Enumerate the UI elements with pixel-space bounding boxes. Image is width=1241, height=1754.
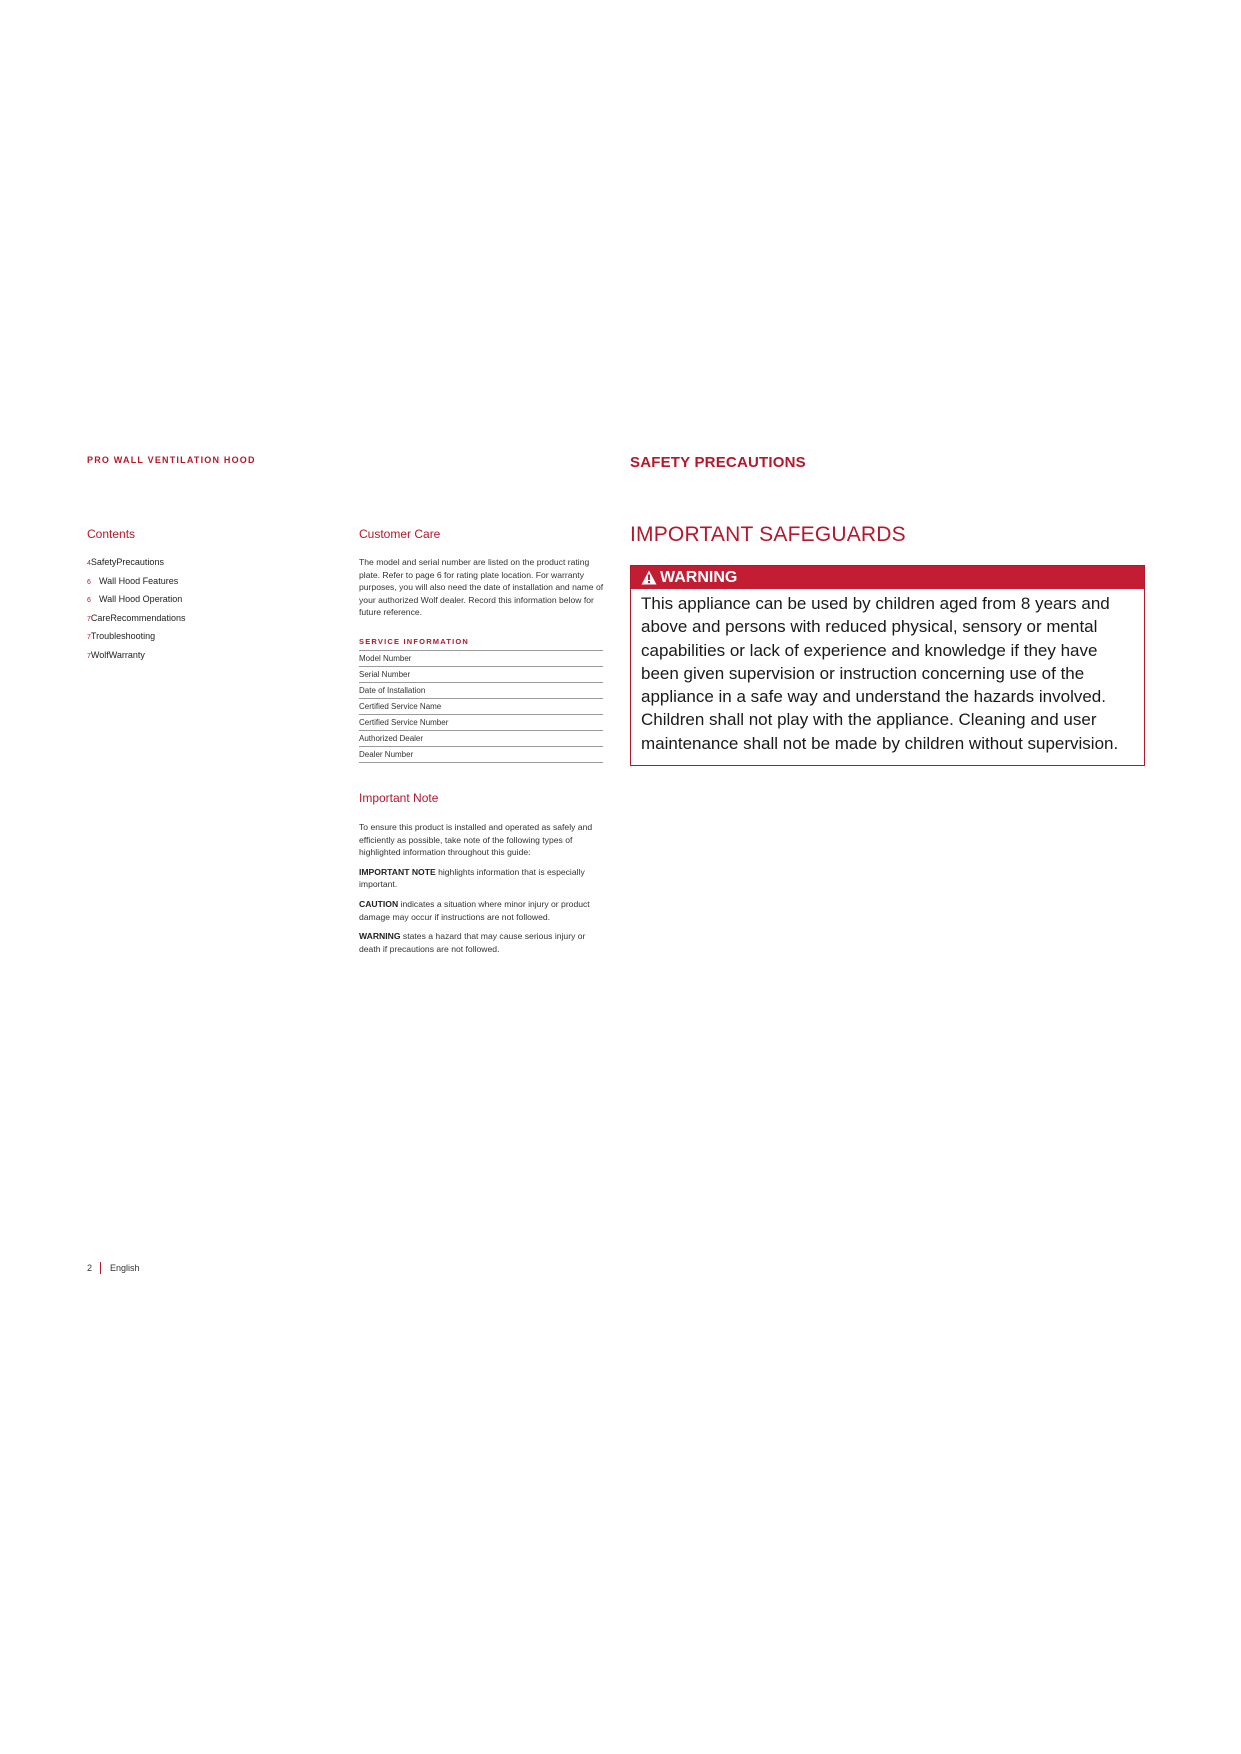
contents-item-label: Wall Hood Operation: [99, 594, 183, 604]
service-row-label: Certified Service Number: [359, 714, 603, 730]
service-information-heading: SERVICE INFORMATION: [359, 636, 470, 646]
warning-box: [630, 565, 1145, 766]
section-header-title: SAFETY PRECAUTIONS: [630, 454, 806, 471]
service-row-label: Authorized Dealer: [359, 730, 603, 746]
important-note-intro: To ensure this product is installed and operated as safely and efficiently as possible, take note of the following types of highlighted information throughout this guide:: [359, 821, 593, 858]
contents-item-label: Troubleshooting: [90, 631, 156, 641]
safeguards-column: [630, 523, 1150, 766]
table-row: [359, 650, 603, 666]
table-row: [359, 746, 603, 762]
contents-item[interactable]: [87, 649, 327, 668]
customer-care-text: The model and serial number are listed on the product rating plate. Refer to page 6 for rating plate location. For warranty purposes, you will also need the date of installation and name of your authorized Wolf dealer. Record this information below for future reference.: [359, 557, 604, 618]
note-text: highlights information that is especially important.: [359, 866, 585, 890]
table-row: [359, 682, 603, 698]
service-row-label: Dealer Number: [359, 746, 603, 762]
note-term: CAUTION: [359, 898, 399, 909]
note-text: states a hazard that may cause serious injury or death if precautions are not followed.: [359, 931, 586, 954]
note-text: indicates a situation where minor injury or product damage may occur if instructions are not followed.: [359, 898, 590, 922]
contents-page-number: 7: [87, 652, 91, 660]
note-term: IMPORTANT NOTE: [359, 866, 436, 877]
contents-item-label: SafetyPrecautions: [90, 557, 164, 567]
contents-page-number: 6: [87, 597, 91, 604]
page-footer: [87, 1262, 140, 1274]
warning-label: WARNING: [660, 569, 738, 586]
safeguards-title: IMPORTANT SAFEGUARDS: [630, 523, 906, 546]
table-row: [359, 666, 603, 682]
caution-note-item: [359, 898, 609, 923]
service-row-label: Serial Number: [359, 666, 603, 682]
important-note-item: [359, 866, 609, 891]
service-row-label: Model Number: [359, 650, 603, 666]
contents-page-number: 6: [87, 578, 91, 586]
table-row: [359, 730, 603, 746]
warning-bar: [631, 566, 1144, 589]
contents-column: [87, 527, 327, 667]
contents-list: [87, 556, 327, 667]
contents-item[interactable]: [87, 593, 327, 612]
contents-item-label: CareRecommendations: [90, 612, 186, 623]
warning-text: This appliance can be used by children aged from 8 years and above and persons with reduced physical, sensory or mental capabilities or lack of experience and knowledge if they have been given supervision or instruction concerning use of the appliance in a safe way and understand the hazards involved. Children shall not play with the appliance. Cleaning and user maintenance shall not be made by children without supervision.: [641, 594, 1119, 753]
footer-language: English: [110, 1263, 140, 1273]
warning-triangle-icon: [641, 570, 657, 585]
service-row-label: Certified Service Name: [359, 698, 603, 714]
contents-item[interactable]: [87, 630, 327, 649]
service-information-table: [359, 650, 603, 763]
service-row-label: Date of Installation: [359, 682, 603, 698]
footer-divider: [100, 1262, 101, 1274]
document-header-title: PRO WALL VENTILATION HOOD: [87, 455, 256, 465]
important-note-title: Important Note: [359, 790, 439, 805]
note-term: WARNING: [359, 931, 401, 942]
table-row: [359, 714, 603, 730]
contents-title: Contents: [87, 527, 136, 541]
contents-item[interactable]: [87, 556, 327, 575]
warning-note-item: [359, 930, 609, 955]
contents-item[interactable]: [87, 575, 327, 594]
contents-page-number: 7: [87, 634, 91, 641]
customer-care-column: [359, 527, 609, 962]
contents-item[interactable]: [87, 612, 327, 631]
contents-item-label: WolfWarranty: [90, 649, 145, 660]
table-row: [359, 698, 603, 714]
customer-care-title: Customer Care: [359, 527, 441, 541]
page-number: 2: [87, 1263, 93, 1273]
contents-page-number: 4: [87, 560, 91, 567]
contents-item-label: Wall Hood Features: [99, 575, 179, 586]
contents-page-number: 7: [87, 615, 91, 623]
